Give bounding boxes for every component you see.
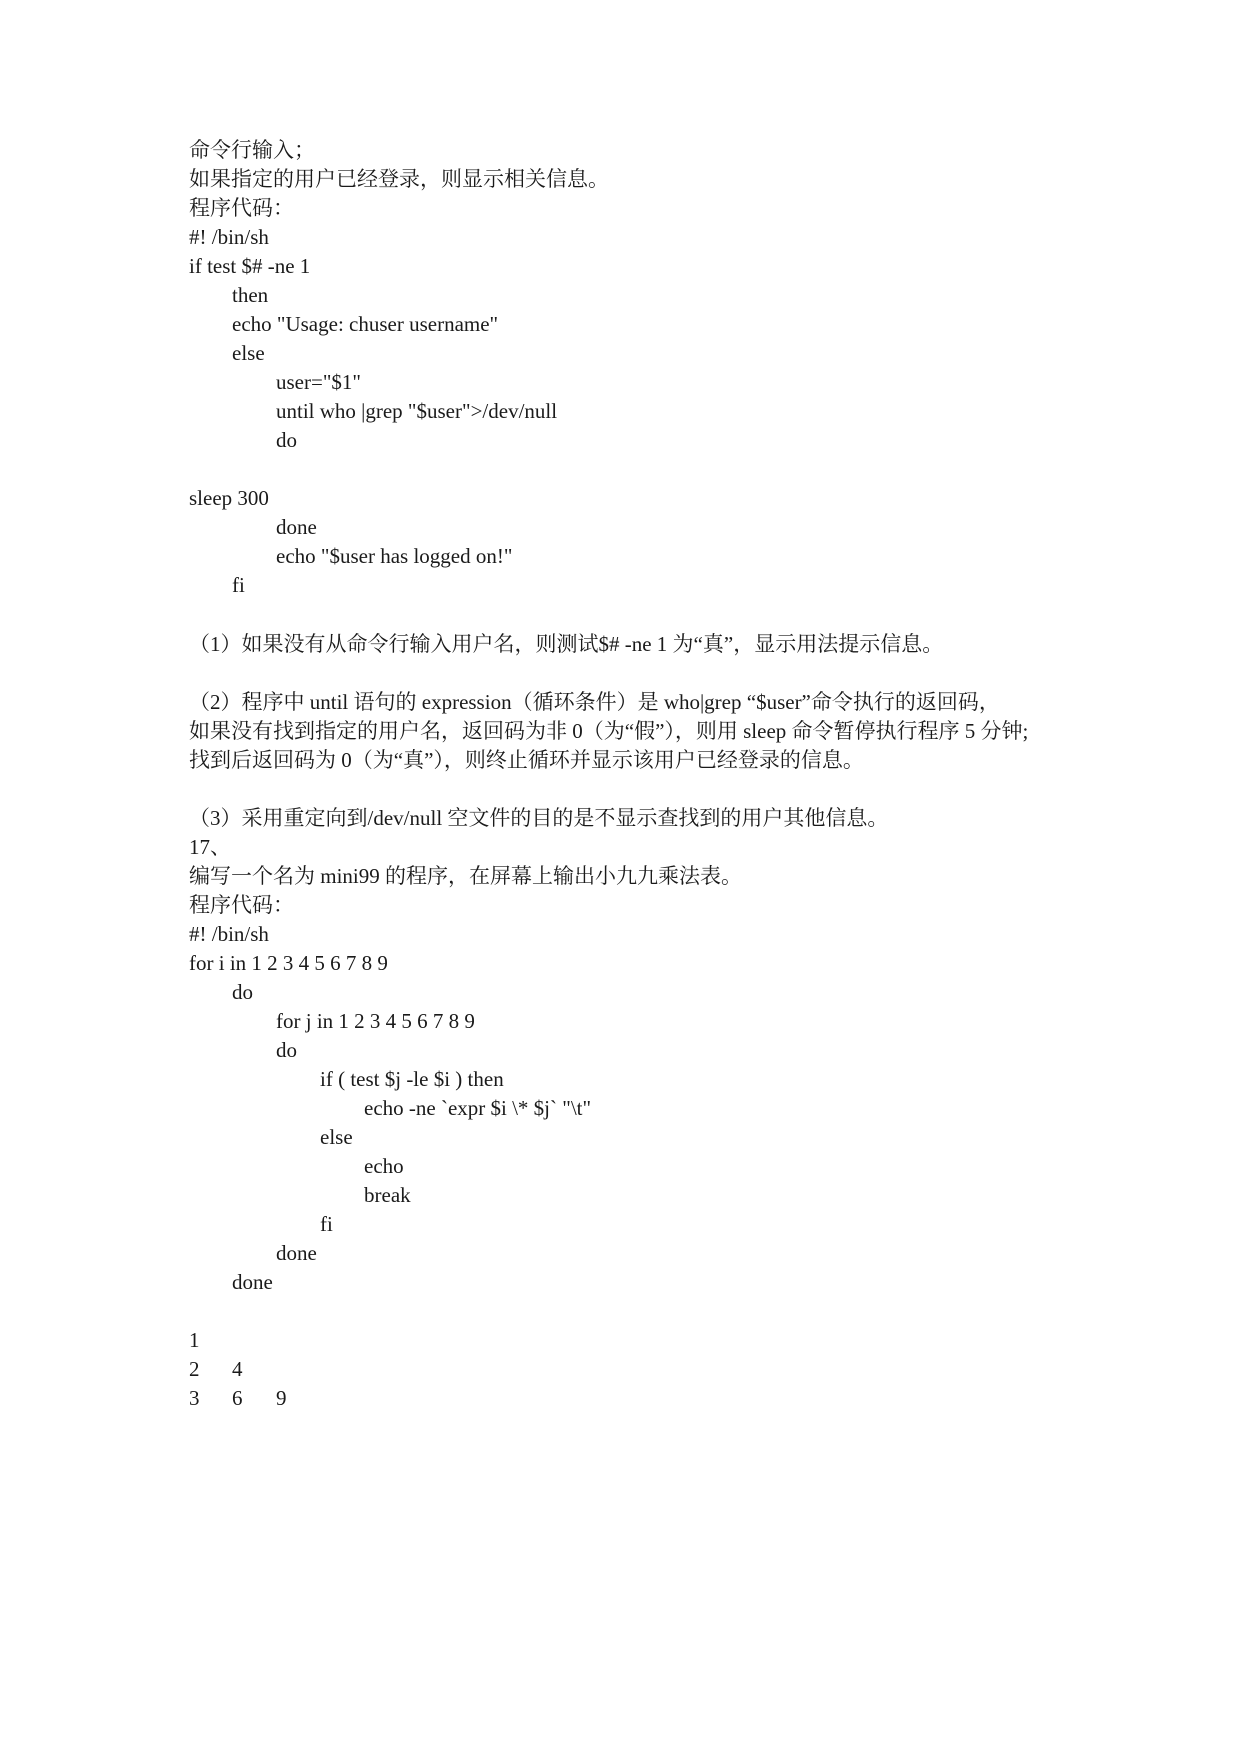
code-line: #! /bin/sh — [189, 225, 269, 249]
text-line: 编写一个名为 mini99 的程序，在屏幕上输出小九九乘法表。 — [189, 864, 743, 888]
code-line: sleep 300 — [189, 486, 269, 510]
code-line: fi — [232, 573, 245, 597]
code-line: echo -ne `expr $i \* $j` "\t" — [364, 1096, 592, 1120]
code-line: if ( test $j -le $i ) then — [320, 1067, 504, 1091]
output-cell: 1 — [189, 1328, 200, 1352]
code-line: done — [276, 515, 317, 539]
code-line: user="$1" — [276, 370, 361, 394]
output-row — [189, 1356, 389, 1382]
code-line: fi — [320, 1212, 333, 1236]
text-line: （2）程序中 until 语句的 expression（循环条件）是 who|grep “$user”命令执行的返回码， — [189, 690, 1000, 714]
code-line: done — [276, 1241, 317, 1265]
output-cell: 2 — [189, 1357, 200, 1381]
text-line: 程序代码： — [189, 196, 294, 220]
code-line: do — [276, 428, 297, 452]
code-line: for i in 1 2 3 4 5 6 7 8 9 — [189, 951, 388, 975]
code-line: then — [232, 283, 269, 307]
code-line: else — [232, 341, 265, 365]
code-line: do — [232, 980, 253, 1004]
code-line: echo "$user has logged on!" — [276, 544, 513, 568]
code-line: #! /bin/sh — [189, 922, 269, 946]
code-line: if test $# -ne 1 — [189, 254, 311, 278]
text-line: （1）如果没有从命令行输入用户名，则测试$# -ne 1 为“真”，显示用法提示信息。 — [189, 632, 944, 656]
code-line: else — [320, 1125, 353, 1149]
code-line: do — [276, 1038, 297, 1062]
text-line: （3）采用重定向到/dev/null 空文件的目的是不显示查找到的用户其他信息。 — [189, 806, 889, 830]
code-line: until who |grep "$user">/dev/null — [276, 399, 558, 423]
text-line: 命令行输入； — [189, 138, 315, 162]
text-line: 如果没有找到指定的用户名，返回码为非 0（为“假”），则用 sleep 命令暂停执行程序 5 分钟; — [189, 719, 1029, 743]
text-line: 如果指定的用户已经登录，则显示相关信息。 — [189, 167, 609, 191]
code-line: for j in 1 2 3 4 5 6 7 8 9 — [276, 1009, 475, 1033]
text-line: 找到后返回码为 0（为“真”），则终止循环并显示该用户已经登录的信息。 — [189, 748, 864, 772]
section-number: 17、 — [189, 835, 231, 859]
code-line: done — [232, 1270, 273, 1294]
output-row — [189, 1327, 389, 1353]
text-line: 程序代码： — [189, 893, 294, 917]
code-line: break — [364, 1183, 411, 1207]
output-cell: 9 — [276, 1386, 287, 1410]
output-cell: 6 — [232, 1386, 243, 1410]
output-cell: 3 — [189, 1386, 200, 1410]
output-row — [189, 1385, 389, 1411]
output-cell: 4 — [232, 1357, 243, 1381]
code-line: echo — [364, 1154, 404, 1178]
code-line: echo "Usage: chuser username" — [232, 312, 499, 336]
